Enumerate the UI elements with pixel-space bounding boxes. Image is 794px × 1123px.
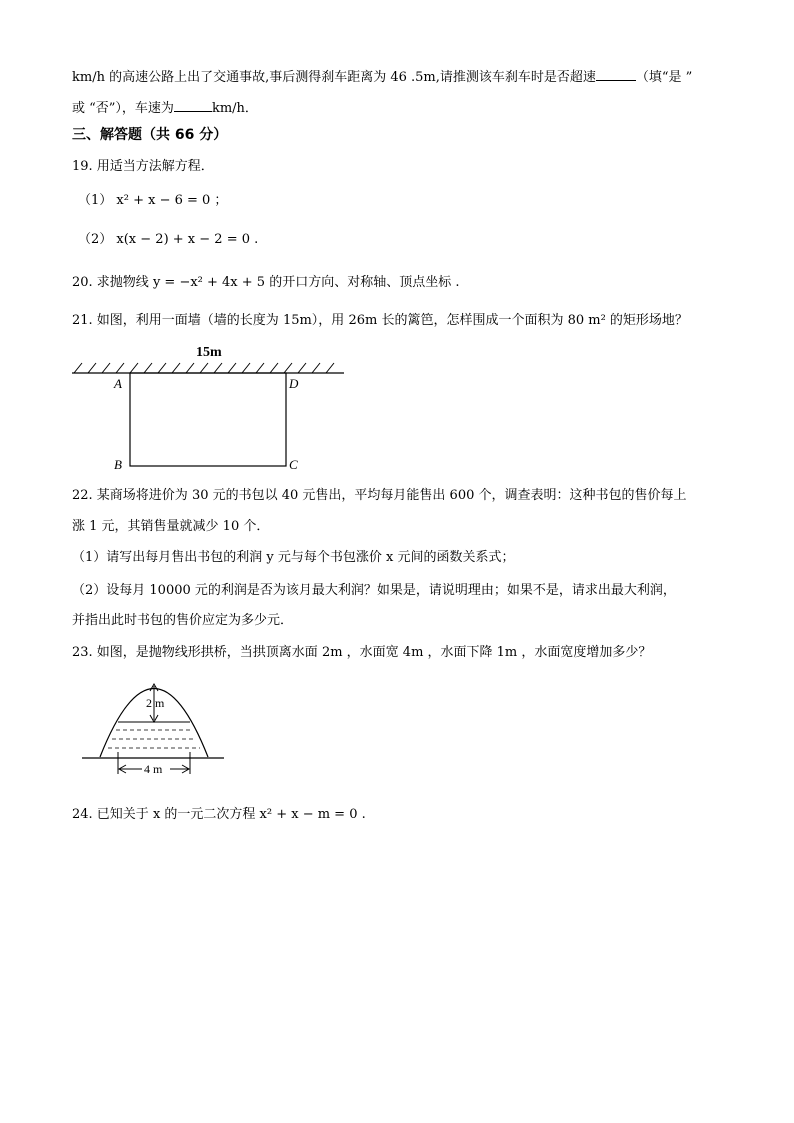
q22-part2-line1: （2）设每月 10000 元的利润是否为该月最大利润？如果是，请说明理由；如果不是，请求出最大利润， <box>72 583 676 598</box>
q18-text-a: km/h 的高速公路上出了交通事故,事后测得刹车距离为 46 .5m,请推测该车刹车时是否超速 <box>72 70 596 85</box>
q21-wall-label: 15m <box>196 345 222 360</box>
height-label: 2 m <box>146 696 165 710</box>
q18-text-d: km/h． <box>211 101 258 116</box>
q18-line-2 <box>72 99 258 118</box>
q23-stem: 23. 如图，是抛物线形拱桥，当拱顶离水面 2m ，水面宽 4m ，水面下降 1m ，水面宽度增加多少？ <box>72 645 652 660</box>
section-3-title: 三、解答题（共 66 分） <box>72 127 228 143</box>
q18-blank-speed[interactable] <box>174 99 212 112</box>
q23-arch-bridge-figure <box>78 670 228 780</box>
q19-part2: （2） x(x − 2) + x − 2 = 0 . <box>78 232 259 247</box>
width-label: 4 m <box>144 762 163 776</box>
q21-rectangle-figure <box>66 338 356 478</box>
vertex-b-label: B <box>114 457 122 472</box>
fence-rectangle <box>130 373 286 466</box>
vertex-d-label: D <box>289 376 299 391</box>
q18-text-c: 或 “否”），车速为 <box>72 101 174 116</box>
q18-text-b: （填“是 ” <box>635 70 693 85</box>
vertex-c-label: C <box>289 457 298 472</box>
water-dashes <box>108 730 200 748</box>
vertex-a-label: A <box>114 376 122 391</box>
q19-stem: 19. 用适当方法解方程． <box>72 159 214 174</box>
q22-part1: （1）请写出每月售出书包的利润 y 元与每个书包涨价 x 元间的函数关系式； <box>72 550 515 565</box>
wall-hatching <box>74 363 334 373</box>
q22-stem-line1: 22. 某商场将进价为 30 元的书包以 40 元售出，平均每月能售出 600 个，调查表明：这种书包的售价每上 <box>72 488 687 503</box>
q24-stem: 24. 已知关于 x 的一元二次方程 x² + x − m = 0 . <box>72 807 366 822</box>
q18-line-1 <box>72 68 692 87</box>
q18-blank-overspeed[interactable] <box>596 68 636 81</box>
q22-stem-line2: 涨 1 元，其销售量就减少 10 个． <box>72 519 270 534</box>
q20-stem: 20. 求抛物线 y = −x² + 4x + 5 的开口方向、对称轴、顶点坐标 . <box>72 275 460 290</box>
q19-part1: （1） x² + x − 6 = 0 ； <box>78 193 228 208</box>
q22-part2-line2: 并指出此时书包的售价应定为多少元． <box>72 613 294 628</box>
q21-stem: 21. 如图，利用一面墙（墙的长度为 15m），用 26m 长的篱笆，怎样围成一个面积为 80 m² 的矩形场地？ <box>72 313 688 328</box>
